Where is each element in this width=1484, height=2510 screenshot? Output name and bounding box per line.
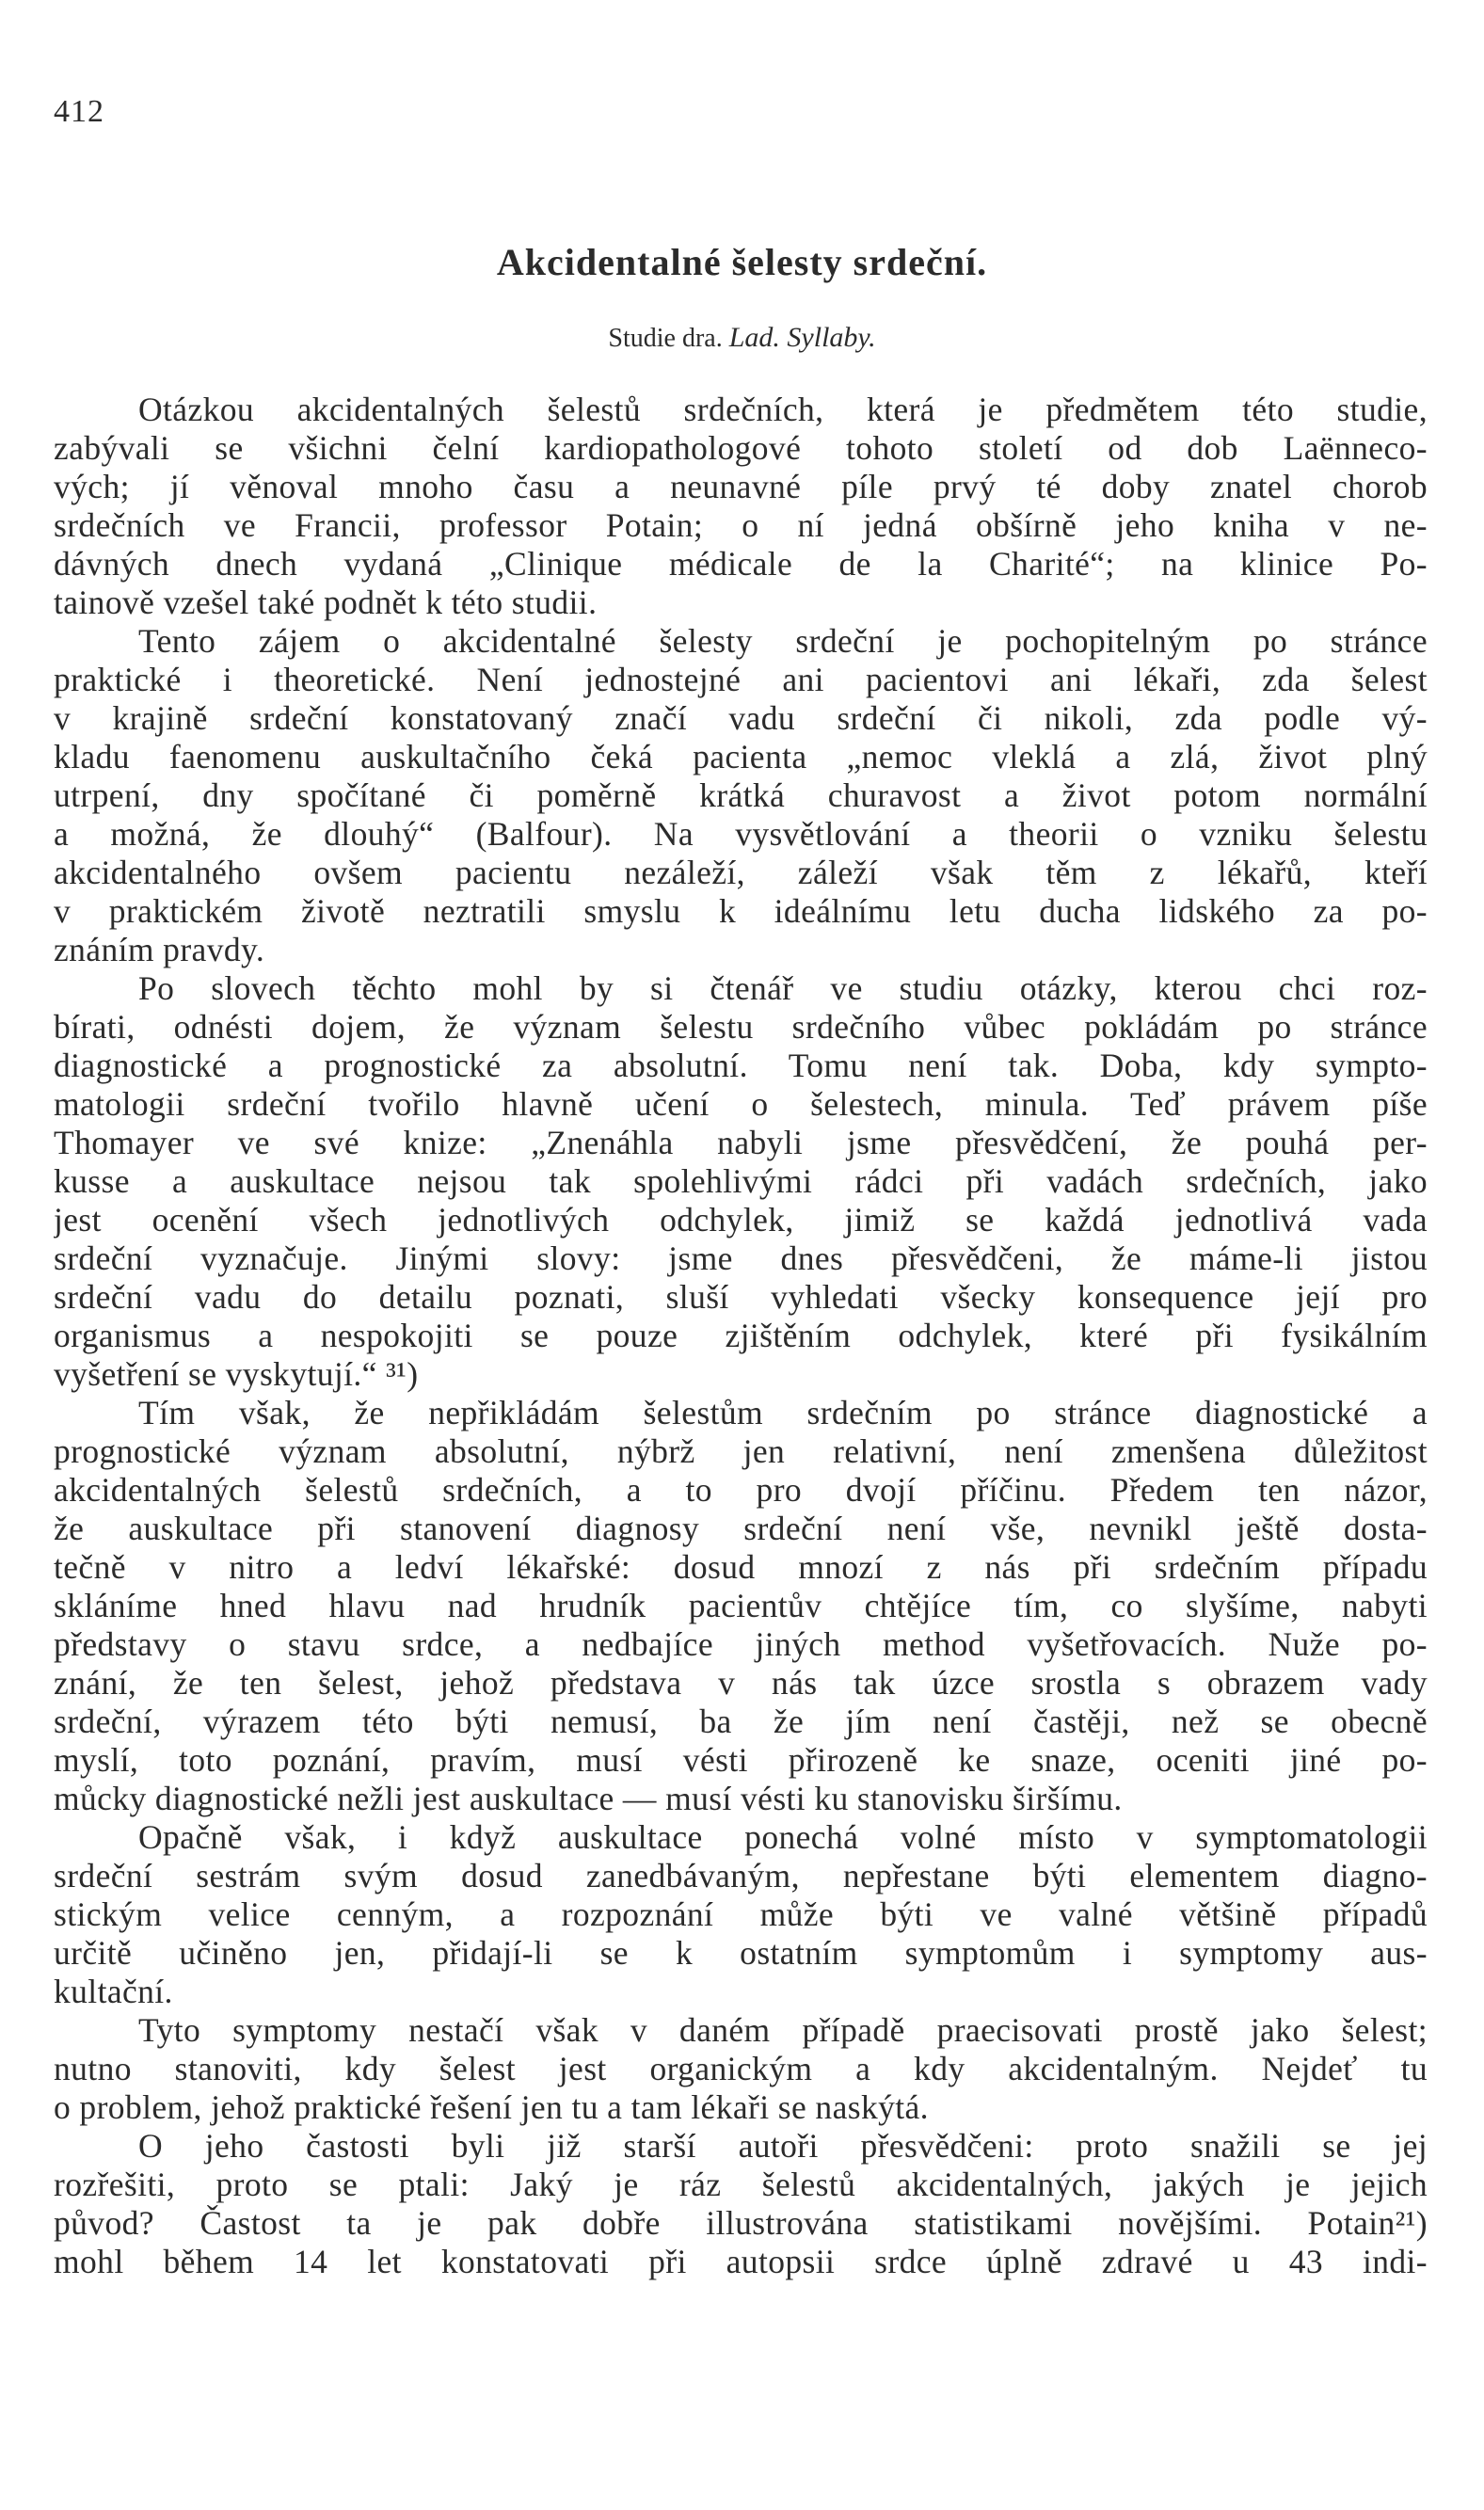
page-number: 412 bbox=[54, 94, 104, 129]
text-line: jest ocenění všech jednotlivých odchylek, jimiž se každá jednotlivá vada bbox=[54, 1201, 1428, 1239]
text-line: matologii srdeční tvořilo hlavně učení o šelestech, minula. Teď právem píše bbox=[54, 1085, 1428, 1123]
text-line: původ? Častost ta je pak dobře illustrována statistikami novějšími. Potain²¹) bbox=[54, 2204, 1428, 2242]
text-line: tainově vzešel také podnět k této studii. bbox=[54, 584, 598, 621]
text-line: organismus a nespokojiti se pouze zjištěním odchylek, které při fysikálním bbox=[54, 1317, 1428, 1354]
text-line: prognostické význam absolutní, nýbrž jen relativní, není zmenšena důležitost bbox=[54, 1432, 1428, 1470]
text-line: srdeční sestrám svým dosud zanedbávaným, nepřestane býti elementem diagno- bbox=[54, 1857, 1428, 1894]
text-line: akcidentalných šelestů srdečních, a to pro dvojí příčinu. Předem ten názor, bbox=[54, 1471, 1428, 1509]
text-line: skláníme hned hlavu nad hrudník pacientův chtějíce tím, co slyšíme, nabyti bbox=[54, 1587, 1428, 1624]
text-line: utrpení, dny spočítané či poměrně krátká churavost a život potom normální bbox=[54, 776, 1428, 814]
text-line: můcky diagnostické nežli jest auskultace — musí vésti ku stanovisku širšímu. bbox=[54, 1780, 1123, 1817]
text-line: o problem, jehož praktické řešení jen tu a tam lékaři se naskýtá. bbox=[54, 2088, 929, 2126]
text-line: rozřešiti, proto se ptali: Jaký je ráz šelestů akcidentalných, jakých je jejich bbox=[54, 2166, 1428, 2203]
text-line: Otázkou akcidentalných šelestů srdečních, která je předmětem této studie, bbox=[138, 391, 1428, 428]
text-line: Tím však, že nepřikládám šelestům srdečním po stránce diagnostické a bbox=[138, 1394, 1428, 1431]
text-line: představy o stavu srdce, a nedbajíce jiných method vyšetřovacích. Nuže po- bbox=[54, 1625, 1428, 1663]
text-line: v praktickém životě neztratili smyslu k ideálnímu letu ducha lidského za po- bbox=[54, 892, 1428, 930]
text-line: Tyto symptomy nestačí však v daném případě praecisovati prostě jako šelest; bbox=[138, 2011, 1428, 2049]
article-title: Akcidentalné šelesty srdeční. bbox=[496, 241, 988, 283]
text-line: znáním pravdy. bbox=[54, 931, 265, 968]
text-line: praktické i theoretické. Není jednostejné ani pacientovi ani lékaři, zda šelest bbox=[54, 661, 1428, 698]
text-line: myslí, toto poznání, pravím, musí vésti přirozeně ke snaze, oceniti jiné po- bbox=[54, 1741, 1428, 1779]
text-line: že auskultace při stanovení diagnosy srdeční není vše, nevnikl ještě dosta- bbox=[54, 1510, 1428, 1547]
text-line: nutno stanoviti, kdy šelest jest organickým a kdy akcidentalným. Nejdeť tu bbox=[54, 2050, 1428, 2087]
text-line: tečně v nitro a ledví lékařské: dosud mnozí z nás při srdečním případu bbox=[54, 1548, 1428, 1586]
text-line: srdečních ve Francii, professor Potain; o ní jedná obšírně jeho kniha v ne- bbox=[54, 506, 1428, 544]
text-line: vyšetření se vyskytují.“ ³¹) bbox=[54, 1355, 419, 1393]
text-line: mohl během 14 let konstatovati při autopsii srdce úplně zdravé u 43 indi- bbox=[54, 2243, 1428, 2280]
text-line: akcidentalného ovšem pacientu nezáleží, záleží však těm z lékařů, kteří bbox=[54, 854, 1428, 891]
text-line: Tento zájem o akcidentalné šelesty srdeční je pochopitelným po stránce bbox=[138, 622, 1428, 660]
text-line: O jeho častosti byli již starší autoři přesvědčeni: proto snažili se jej bbox=[138, 2127, 1428, 2165]
text-line: Thomayer ve své knize: „Znenáhla nabyli jsme přesvědčení, že pouhá per- bbox=[54, 1124, 1428, 1161]
text-line: dávných dnech vydaná „Clinique médicale de la Charité“; na klinice Po- bbox=[54, 545, 1428, 583]
text-line: kultační. bbox=[54, 1973, 173, 2010]
text-line: kladu faenomenu auskultačního čeká pacienta „nemoc vleklá a zlá, život plný bbox=[54, 738, 1428, 775]
text-line: stickým velice cenným, a rozpoznání může býti ve valné většině případů bbox=[54, 1895, 1428, 1933]
text-line: kusse a auskultace nejsou tak spolehlivými rádci při vadách srdečních, jako bbox=[54, 1162, 1428, 1200]
text-line: srdeční vyznačuje. Jinými slovy: jsme dnes přesvědčeni, že máme-li jistou bbox=[54, 1239, 1428, 1277]
text-line: vých; jí věnoval mnoho času a neunavné píle prvý té doby znatel chorob bbox=[54, 468, 1428, 505]
text-line: srdeční vadu do detailu poznati, sluší vyhledati všecky konsequence její pro bbox=[54, 1278, 1428, 1316]
subtitle-author: Lad. Syllaby. bbox=[728, 322, 876, 353]
text-line: srdeční, výrazem této býti nemusí, ba že jím není častěji, než se obecně bbox=[54, 1703, 1428, 1740]
text-line: diagnostické a prognostické za absolutní. Tomu není tak. Doba, kdy sympto- bbox=[54, 1047, 1428, 1084]
article-subtitle bbox=[0, 322, 1484, 354]
text-line: určitě učiněno jen, přidají-li se k ostatním symptomům i symptomy aus- bbox=[54, 1934, 1428, 1972]
text-line: Opačně však, i když auskultace ponechá volné místo v symptomatologii bbox=[138, 1818, 1428, 1856]
article-body bbox=[54, 391, 1428, 2281]
text-line: a možná, že dlouhý“ (Balfour). Na vysvětlování a theorii o vzniku šelestu bbox=[54, 815, 1428, 853]
subtitle-prefix: Studie dra. bbox=[608, 324, 723, 353]
text-line: bírati, odnésti dojem, že význam šelestu srdečního vůbec pokládám po stránce bbox=[54, 1008, 1428, 1046]
text-line: znání, že ten šelest, jehož představa v nás tak úzce srostla s obrazem vady bbox=[54, 1664, 1428, 1702]
text-line: Po slovech těchto mohl by si čtenář ve studiu otázky, kterou chci roz- bbox=[138, 969, 1428, 1007]
text-line: zabývali se všichni čelní kardiopathologové tohoto století od dob Laënneco- bbox=[54, 429, 1428, 467]
text-line: v krajině srdeční konstatovaný značí vadu srdeční či nikoli, zda podle vý- bbox=[54, 699, 1428, 737]
